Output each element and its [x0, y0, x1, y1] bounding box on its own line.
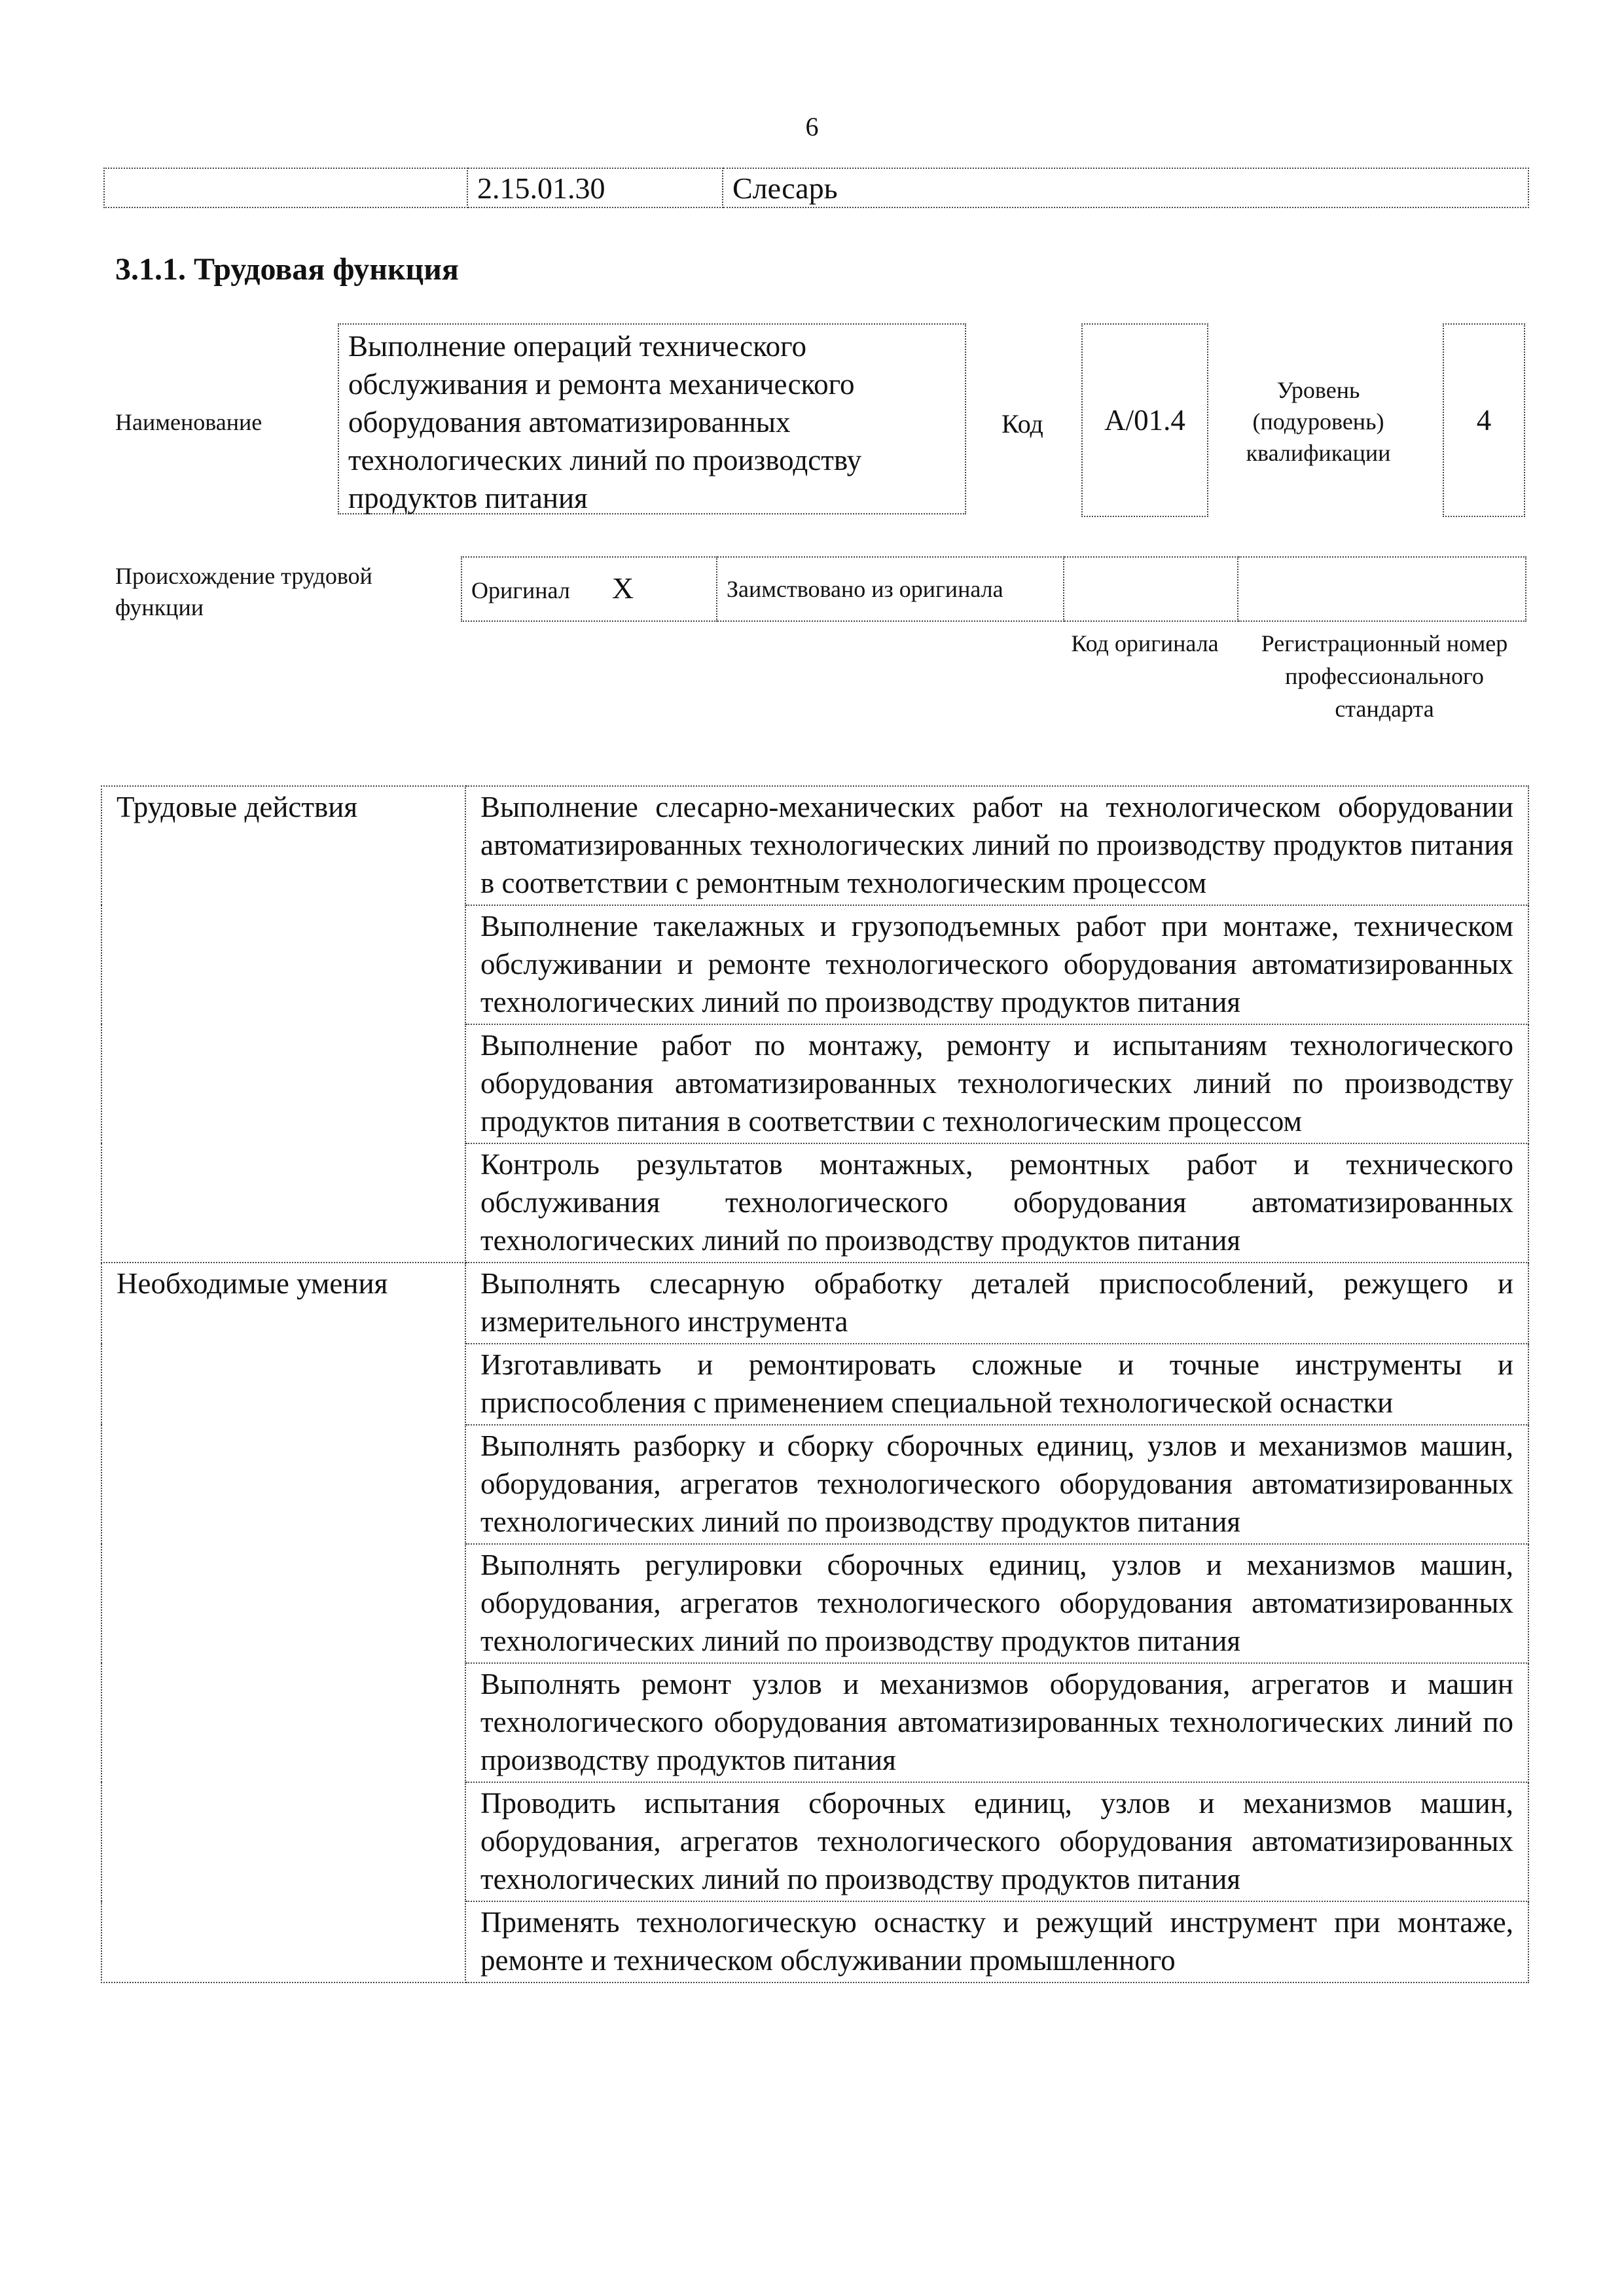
origin-row — [461, 557, 1526, 621]
skill-item: Выполнять ремонт узлов и механизмов оборудования, агрегатов и машин технологического оборудования автоматизированных технологических линий по производству продуктов питания — [465, 1663, 1528, 1782]
code-label: Код — [1001, 409, 1043, 439]
original-code-caption: Код оригинала — [1071, 630, 1219, 656]
occupation-name: Слесарь — [723, 168, 1528, 207]
table-row — [101, 786, 1528, 905]
code-value: А/01.4 — [1081, 323, 1208, 517]
origin-label: Происхождение трудовой функции — [115, 563, 372, 620]
naming-label: Наименование — [115, 409, 262, 435]
origin-borrowed-cell: Заимствовано из оригинала — [717, 557, 1064, 621]
occupation-table — [103, 168, 1529, 208]
naming-value: Выполнение операций технического обслуживания и ремонта механического оборудования автоматизированных технологических линий по производству продуктов питания — [338, 323, 966, 514]
registration-number-caption: Регистрационный номер профессионального стандарта — [1261, 630, 1508, 722]
function-details-table — [101, 785, 1529, 1983]
section-title: 3.1.1. Трудовая функция — [115, 252, 459, 287]
labor-actions-label: Трудовые действия — [101, 786, 465, 1263]
occupation-empty-cell — [104, 168, 467, 207]
origin-original-label: Оригинал — [471, 577, 570, 603]
occupation-row — [104, 168, 1528, 207]
required-skills-label: Необходимые умения — [101, 1263, 465, 1982]
skill-item: Проводить испытания сборочных единиц, узлов и механизмов машин, оборудования, агрегатов технологического оборудования автоматизированных технологических линий по производству продуктов питания — [465, 1782, 1528, 1901]
page-number: 6 — [805, 112, 819, 141]
qualification-level-label: Уровень (подуровень) квалификации — [1246, 377, 1391, 466]
skill-item: Выполнять слесарную обработку деталей приспособлений, режущего и измерительного инструмента — [465, 1263, 1528, 1344]
qualification-level-value: 4 — [1443, 323, 1525, 517]
skill-item: Выполнять регулировки сборочных единиц, узлов и механизмов машин, оборудования, агрегатов технологического оборудования автоматизированных технологических линий по производству продуктов питания — [465, 1544, 1528, 1663]
labor-action-item: Контроль результатов монтажных, ремонтных работ и технического обслуживания технологического оборудования автоматизированных технологических линий по производству продуктов питания — [465, 1143, 1528, 1263]
occupation-code: 2.15.01.30 — [467, 168, 723, 207]
labor-action-item: Выполнение такелажных и грузоподъемных работ при монтаже, техническом обслуживании и ремонте технологического оборудования автоматизированных технологических линий по производству продуктов питания — [465, 905, 1528, 1024]
origin-table — [461, 556, 1526, 622]
skill-item: Применять технологическую оснастку и режущий инструмент при монтаже, ремонте и техническом обслуживании промышленного — [465, 1901, 1528, 1982]
origin-original-mark: X — [611, 571, 634, 605]
origin-reg-cell — [1238, 557, 1526, 621]
skill-item: Изготавливать и ремонтировать сложные и точные инструменты и приспособления с применением специальной технологической оснастки — [465, 1344, 1528, 1425]
origin-original-cell — [461, 557, 717, 621]
table-row — [101, 1263, 1528, 1344]
labor-action-item: Выполнение работ по монтажу, ремонту и испытаниям технологического оборудования автоматизированных технологических линий по производству продуктов питания в соответствии с технологическим процессом — [465, 1024, 1528, 1143]
origin-code-cell — [1064, 557, 1238, 621]
labor-action-item: Выполнение слесарно-механических работ на технологическом оборудовании автоматизированных технологических линий по производству продуктов питания в соответствии с ремонтным технологическим процессом — [465, 786, 1528, 905]
skill-item: Выполнять разборку и сборку сборочных единиц, узлов и механизмов машин, оборудования, агрегатов технологического оборудования автоматизированных технологических линий по производству продуктов питания — [465, 1425, 1528, 1544]
